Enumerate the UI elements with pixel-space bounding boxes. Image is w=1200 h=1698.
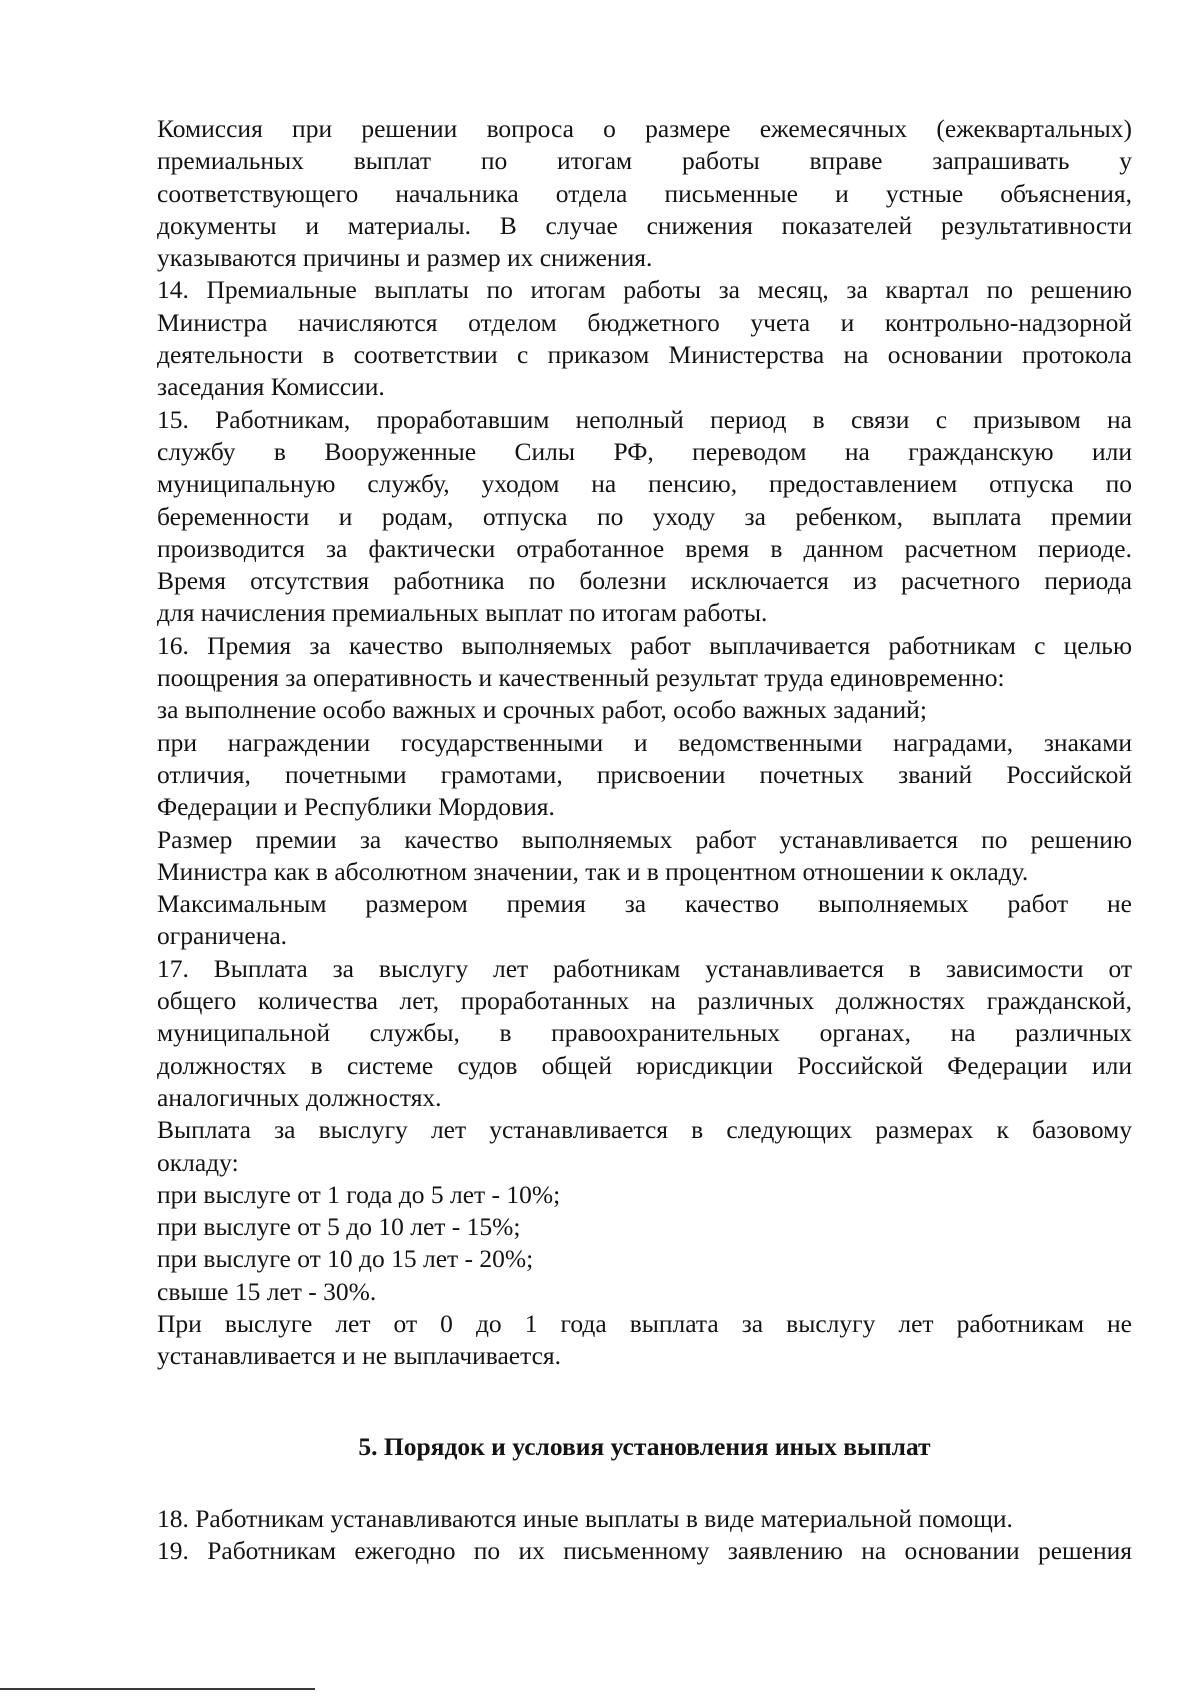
document-body [157,113,1132,1373]
paragraph-14 [157,274,1132,403]
text-line: 18. Работникам устанавливаются иные выплаты в виде материальной помощи. [157,1504,1013,1533]
text-line: соответствующего начальника отдела письменные и устные объяснения, [157,178,1132,208]
text-line: 16. Премия за качество выполняемых работ выплачивается работникам с целью [157,630,1132,660]
seniority-rate-item: при выслуге от 10 до 15 лет - 20%; [157,1244,534,1274]
text-line: При выслуге лет от 0 до 1 года выплата за выслугу лет работникам не [157,1308,1132,1338]
text-line: Министра начисляются отделом бюджетного учета и контрольно-надзорной [157,307,1132,337]
text-line: производится за фактически отработанное время в данном расчетном периоде. [157,533,1132,563]
paragraph-17-zero-seniority [157,1308,1132,1373]
text-line: деятельности в соответствии с приказом Министерства на основании протокола [157,340,1132,370]
text-line: Министра как в абсолютном значении, так и в процентном отношении к окладу. [157,856,1029,886]
text-line: должностях в системе судов общей юрисдикции Российской Федерации или [157,1050,1132,1080]
section-5-body [157,1503,1132,1568]
text-line: 19. Работникам ежегодно по их письменному заявлению на основании решения [157,1536,1132,1566]
text-line: 15. Работникам, проработавшим неполный период в связи с призывом на [157,404,1132,434]
text-line: устанавливается и не выплачивается. [157,1341,561,1371]
text-line: документы и материалы. В случае снижения показателей результативности [157,210,1132,240]
seniority-rate-item: при выслуге от 5 до 10 лет - 15%; [157,1212,521,1242]
text-line: премиальных выплат по итогам работы вправе запрашивать у [157,146,1132,176]
text-line: Время отсутствия работника по болезни исключается из расчетного периода [157,566,1132,596]
paragraph-16-bonus-size [157,824,1132,889]
text-line: 17. Выплата за выслугу лет работникам устанавливается в зависимости от [157,953,1132,983]
seniority-rate-item: свыше 15 лет - 30%. [157,1276,377,1306]
text-line: при награждении государственными и ведомственными наградами, знаками [157,727,1132,757]
text-line: муниципальную службу, уходом на пенсию, предоставлением отпуска по [157,469,1132,499]
paragraph-18 [157,1503,1132,1535]
text-line: общего количества лет, проработанных на различных должностях гражданской, [157,986,1132,1016]
text-line: за выполнение особо важных и срочных работ, особо важных заданий; [157,695,927,725]
paragraph-17 [157,953,1132,1114]
paragraph-16 [157,630,1132,695]
text-line: ограничена. [157,921,288,951]
text-line: муниципальной службы, в правоохранительных органах, на различных [157,1018,1132,1048]
text-line: Размер премии за качество выполняемых работ устанавливается по решению [157,824,1132,854]
text-line: аналогичных должностях. [157,1082,442,1112]
text-line: Комиссия при решении вопроса о размере ежемесячных (ежеквартальных) [157,114,1132,143]
text-line: 14. Премиальные выплаты по итогам работы за месяц, за квартал по решению [157,275,1132,305]
paragraph-commission-intro [157,113,1132,274]
text-line: поощрения за оперативность и качественный результат труда единовременно: [157,663,1005,693]
text-line: отличия, почетными грамотами, присвоении почетных званий Российской [157,759,1132,789]
text-line: указываются причины и размер их снижения. [157,243,653,273]
text-line: Выплата за выслугу лет устанавливается в следующих размерах к базовому [157,1115,1132,1145]
paragraph-16-item-urgent-work [157,694,1132,726]
paragraph-15 [157,404,1132,630]
paragraph-17-sizes [157,1114,1132,1179]
paragraph-16-item-awards [157,727,1132,824]
paragraph-16-max-size [157,888,1132,953]
paragraph-19 [157,1535,1132,1567]
text-line: заседания Комиссии. [157,372,385,402]
seniority-rate-item: при выслуге от 1 года до 5 лет - 10%; [157,1179,561,1209]
text-line: беременности и родам, отпуска по уходу за ребенком, выплата премии [157,501,1132,531]
text-line: службу в Вооруженные Силы РФ, переводом на гражданскую или [157,436,1132,466]
text-line: для начисления премиальных выплат по итогам работы. [157,598,768,628]
text-line: Федерации и Республики Мордовия. [157,792,555,822]
text-line: окладу: [157,1147,239,1177]
section-5-heading: 5. Порядок и условия установления иных выплат [358,1432,931,1461]
scan-edge-line [0,1688,315,1690]
text-line: Максимальным размером премия за качество выполняемых работ не [157,889,1132,919]
seniority-rates-list [157,1179,1132,1308]
